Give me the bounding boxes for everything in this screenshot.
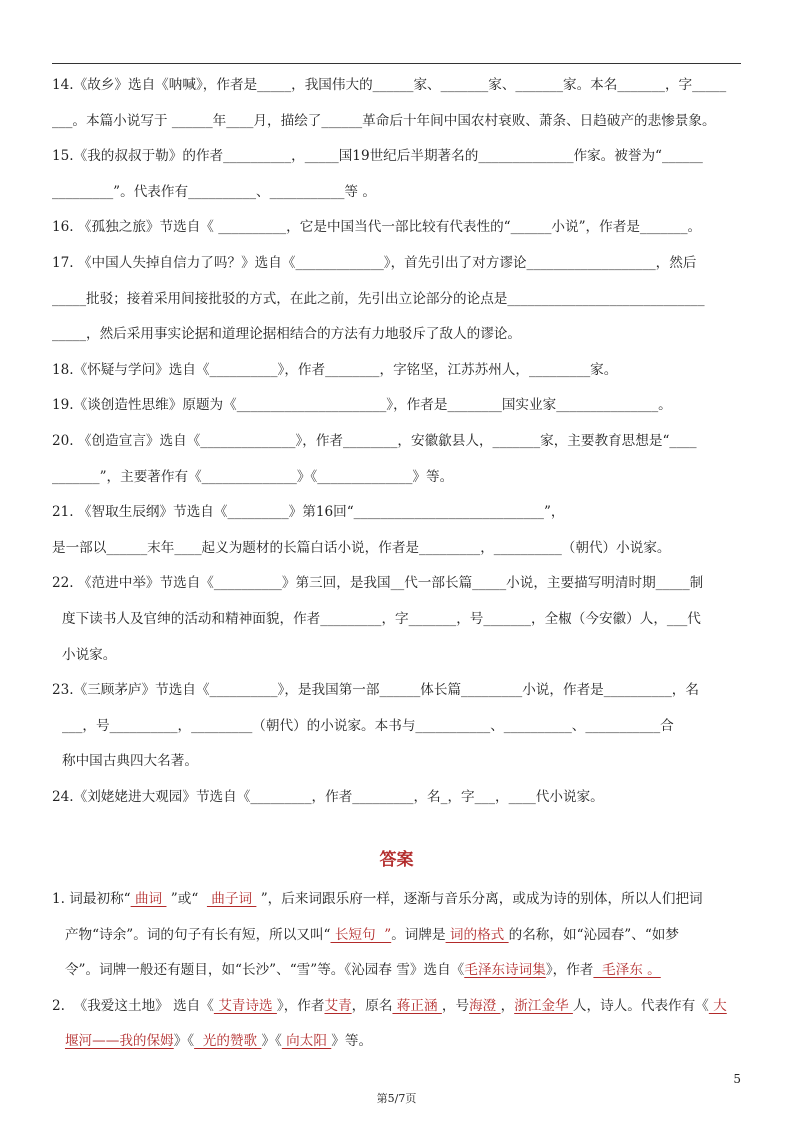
answer-text: 令”。词牌一般还有题目，如“长沙”、“雪”等。《沁园春 雪》选自《	[52, 962, 465, 979]
answer-fill: 堰河——我的保姆	[64, 1033, 174, 1050]
question-line: 20. 《创造宣言》选自《______________》，作者________，安徽歙县人，_______家，主要教育思想是“____	[52, 432, 697, 449]
answer-text: ，原名	[351, 997, 393, 1014]
answer-text: ，	[500, 997, 515, 1014]
question-line: 15.《我的叔叔于勒》的作者__________，_____国19世纪后半期著名的______________作家。被誉为“______	[52, 148, 703, 165]
answer-fill: 曲子词	[206, 891, 257, 907]
answer-line	[52, 989, 742, 1025]
answer-fill: 艾青	[324, 997, 352, 1014]
answer-text: 》，作者	[545, 962, 594, 979]
question-line: _______”，主要著作有《______________》《______________》等。	[52, 468, 454, 485]
page-footer: 第5/7页	[376, 1092, 417, 1105]
question-line: 18.《怀疑与学问》选自《__________》，作者________，字铭坚，江苏苏州人，_________家。	[52, 361, 618, 378]
answer-text: 2. 《我爱这土地》 选自《	[52, 997, 214, 1014]
question-line: 16. 《孤独之旅》节选自《 __________，它是中国当代一部比较有代表性的“______小说”，作者是_______。	[52, 219, 702, 236]
questions-block	[52, 68, 742, 815]
answer-text: 》等。	[331, 1033, 373, 1050]
answer-text	[52, 1033, 65, 1049]
question-line: 度下读书人及官绅的活动和精神面貌，作者_________，字_______，号_______，全椒（今安徽）人，___代	[62, 610, 701, 627]
answer-text: 》，作者	[276, 997, 325, 1014]
answer-fill: 光的赞歌	[194, 1033, 262, 1050]
question-line: 19.《谈创造性思维》原题为《______________________》，作者是________国实业家_______________。	[52, 397, 672, 414]
answer-line	[52, 882, 742, 918]
question-line: 小说家。	[62, 646, 117, 663]
answer-fill: 毛泽东 。	[593, 962, 661, 979]
answer-text: 》《	[173, 1033, 195, 1050]
answer-fill: 浙江金华	[514, 997, 573, 1014]
answer-line	[52, 918, 742, 954]
answer-text: 1. 词最初称“	[52, 891, 131, 907]
question-line: 14.《故乡》选自《呐喊》，作者是_____，我国伟大的______家、_______家、_______家。本名_______，字_____	[52, 77, 727, 93]
answer-line	[52, 953, 742, 989]
answer-fill: 向太阳	[281, 1033, 332, 1050]
question-line: 17. 《中国人失掉自信力了吗？》选自《_____________》，首先引出了对方谬论___________________，然后	[52, 254, 697, 271]
question-line: 23.《三顾茅庐》节选自《__________》，是我国第一部______体长篇_________小说，作者是__________，名	[52, 682, 699, 699]
answer-text: 的名称，如“沁园春”、“如梦	[508, 926, 679, 943]
answer-fill: 海澄	[469, 997, 501, 1014]
answer-text: ”或“	[166, 891, 207, 907]
question-line: 24.《刘姥姥进大观园》节选自《_________，作者_________，名_，字___，____代小说家。	[52, 788, 604, 805]
answer-fill: 长短句 ”	[330, 926, 392, 943]
question-line: _________”。代表作有__________、___________等 。	[52, 183, 376, 200]
answer-text: 。词牌是	[391, 926, 446, 943]
answer-text: 产物“诗余”。词的句子有长有短，所以又叫“	[52, 926, 331, 943]
question-line: _____批驳；接着采用间接批驳的方式，在此之前，先引出立论部分的论点是_____________________________	[52, 290, 705, 307]
question-line: ___，号__________，_________（朝代）的小说家。本书与___________、__________、___________合	[62, 717, 674, 734]
question-line: _____，然后采用事实论据和道理论据相结合的方法有力地驳斥了敌人的谬论。	[52, 326, 521, 343]
answer-text: ，号	[441, 997, 470, 1014]
answer-fill: 艾青诗选	[213, 997, 277, 1014]
question-line: 称中国古典四大名著。	[62, 753, 198, 770]
answer-text: ”，后来词跟乐府一样，逐渐与音乐分离，或成为诗的别体，所以人们把词	[256, 891, 703, 907]
answer-fill: 蒋正涵	[392, 997, 442, 1014]
question-line: 是一部以______末年____起义为题材的长篇白话小说，作者是_________，__________（朝代）小说家。	[52, 539, 671, 556]
answer-line	[52, 1024, 742, 1060]
answers-title: 答案	[379, 850, 414, 870]
question-line: 22. 《范进中举》节选自《__________》第三回，是我国__代一部长篇_____小说，主要描写明清时期_____制	[52, 575, 704, 592]
answer-fill: 毛泽东诗词集	[464, 962, 546, 979]
answer-text: 》《	[261, 1033, 282, 1050]
answer-fill: 词的格式	[445, 926, 509, 943]
answer-fill: 曲词	[130, 891, 167, 907]
question-line: ___。本篇小说写于 ______年____月，描绘了______革命后十年间中国农村衰败、萧条、日趋破产的悲惨景象。	[52, 112, 716, 129]
question-line: 21. 《智取生辰纲》节选自《_________》第16回“____________________________”，	[52, 504, 565, 521]
page-number: 5	[733, 1072, 741, 1086]
header-rule	[52, 63, 741, 64]
answer-fill: 大	[708, 997, 727, 1014]
answers-block	[52, 882, 742, 1060]
answer-text: 人，诗人。代表作有《	[572, 997, 709, 1014]
